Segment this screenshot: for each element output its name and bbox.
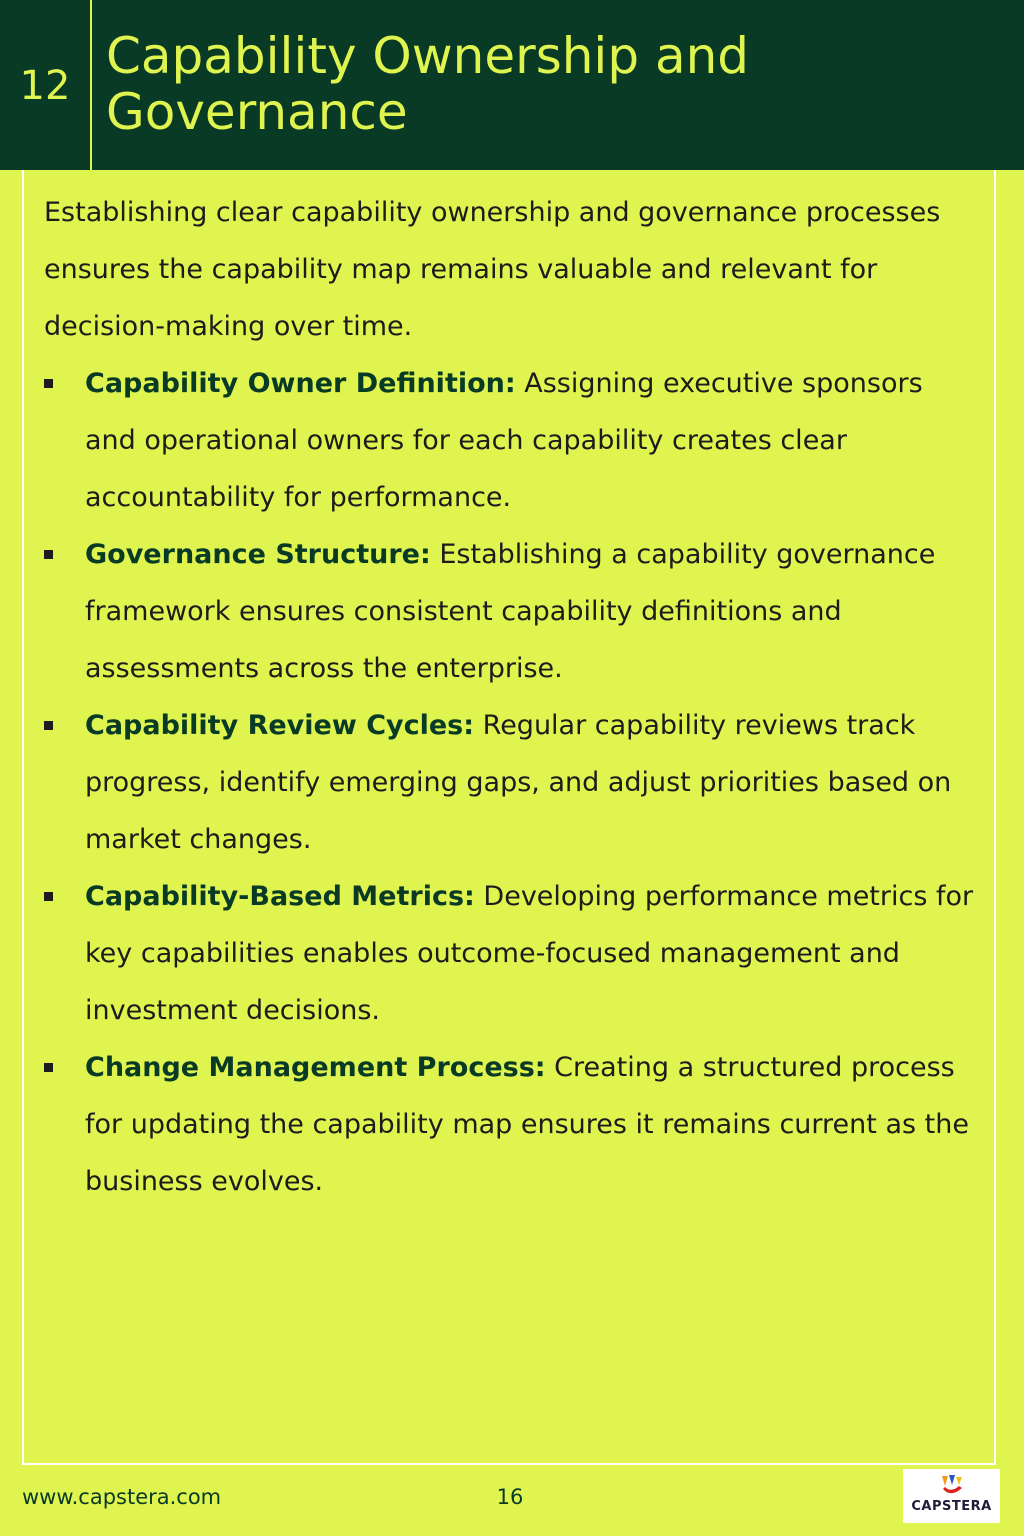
bullet-term: Capability Owner Definition: (85, 368, 516, 399)
square-bullet-icon (44, 550, 53, 559)
page-header (0, 0, 1024, 170)
bullet-item-capability-review-cycles (44, 697, 974, 868)
bullet-item-change-management-process (44, 1039, 974, 1210)
bullet-item-capability-based-metrics (44, 868, 974, 1039)
header-divider (90, 0, 92, 170)
square-bullet-icon (44, 721, 53, 730)
intro-paragraph: Establishing clear capability ownership and governance processes ensures the capability map remains valuable and relevant for decision-making over time. (44, 197, 941, 342)
bullet-text: Creating a structured process for updating the capability map ensures it remains current as the business evolves. (85, 1052, 969, 1197)
bullet-text: Developing performance metrics for key capabilities enables outcome-focused management and investment decisions. (85, 881, 974, 1026)
square-bullet-icon (44, 379, 53, 388)
capstera-logo-mark-icon (937, 1473, 967, 1498)
bullet-term: Change Management Process: (85, 1052, 546, 1083)
bullet-text: Assigning executive sponsors and operational owners for each capability creates clear accountability for performance. (85, 368, 923, 513)
bullet-item-governance-structure (44, 526, 974, 697)
square-bullet-icon (44, 892, 53, 901)
section-number: 12 (19, 63, 71, 109)
bullet-list (44, 355, 974, 1210)
content-body (44, 184, 974, 1210)
capstera-logo (903, 1469, 1000, 1523)
website-link[interactable]: www.capstera.com (22, 1485, 222, 1509)
bullet-item-capability-owner-definition (44, 355, 974, 526)
bullet-text: Regular capability reviews track progress, identify emerging gaps, and adjust priorities based on market changes. (85, 710, 952, 855)
logo-wordmark: CAPSTERA (911, 1499, 992, 1514)
square-bullet-icon (44, 1063, 53, 1072)
bullet-term: Capability-Based Metrics: (85, 881, 475, 912)
page-number: 16 (496, 1485, 524, 1509)
bullet-text: Establishing a capability governance framework ensures consistent capability definitions and assessments across the enterprise. (85, 539, 936, 684)
bullet-term: Capability Review Cycles: (85, 710, 475, 741)
bullet-term: Governance Structure: (85, 539, 431, 570)
page-title: Capability Ownership and Governance (106, 27, 750, 141)
